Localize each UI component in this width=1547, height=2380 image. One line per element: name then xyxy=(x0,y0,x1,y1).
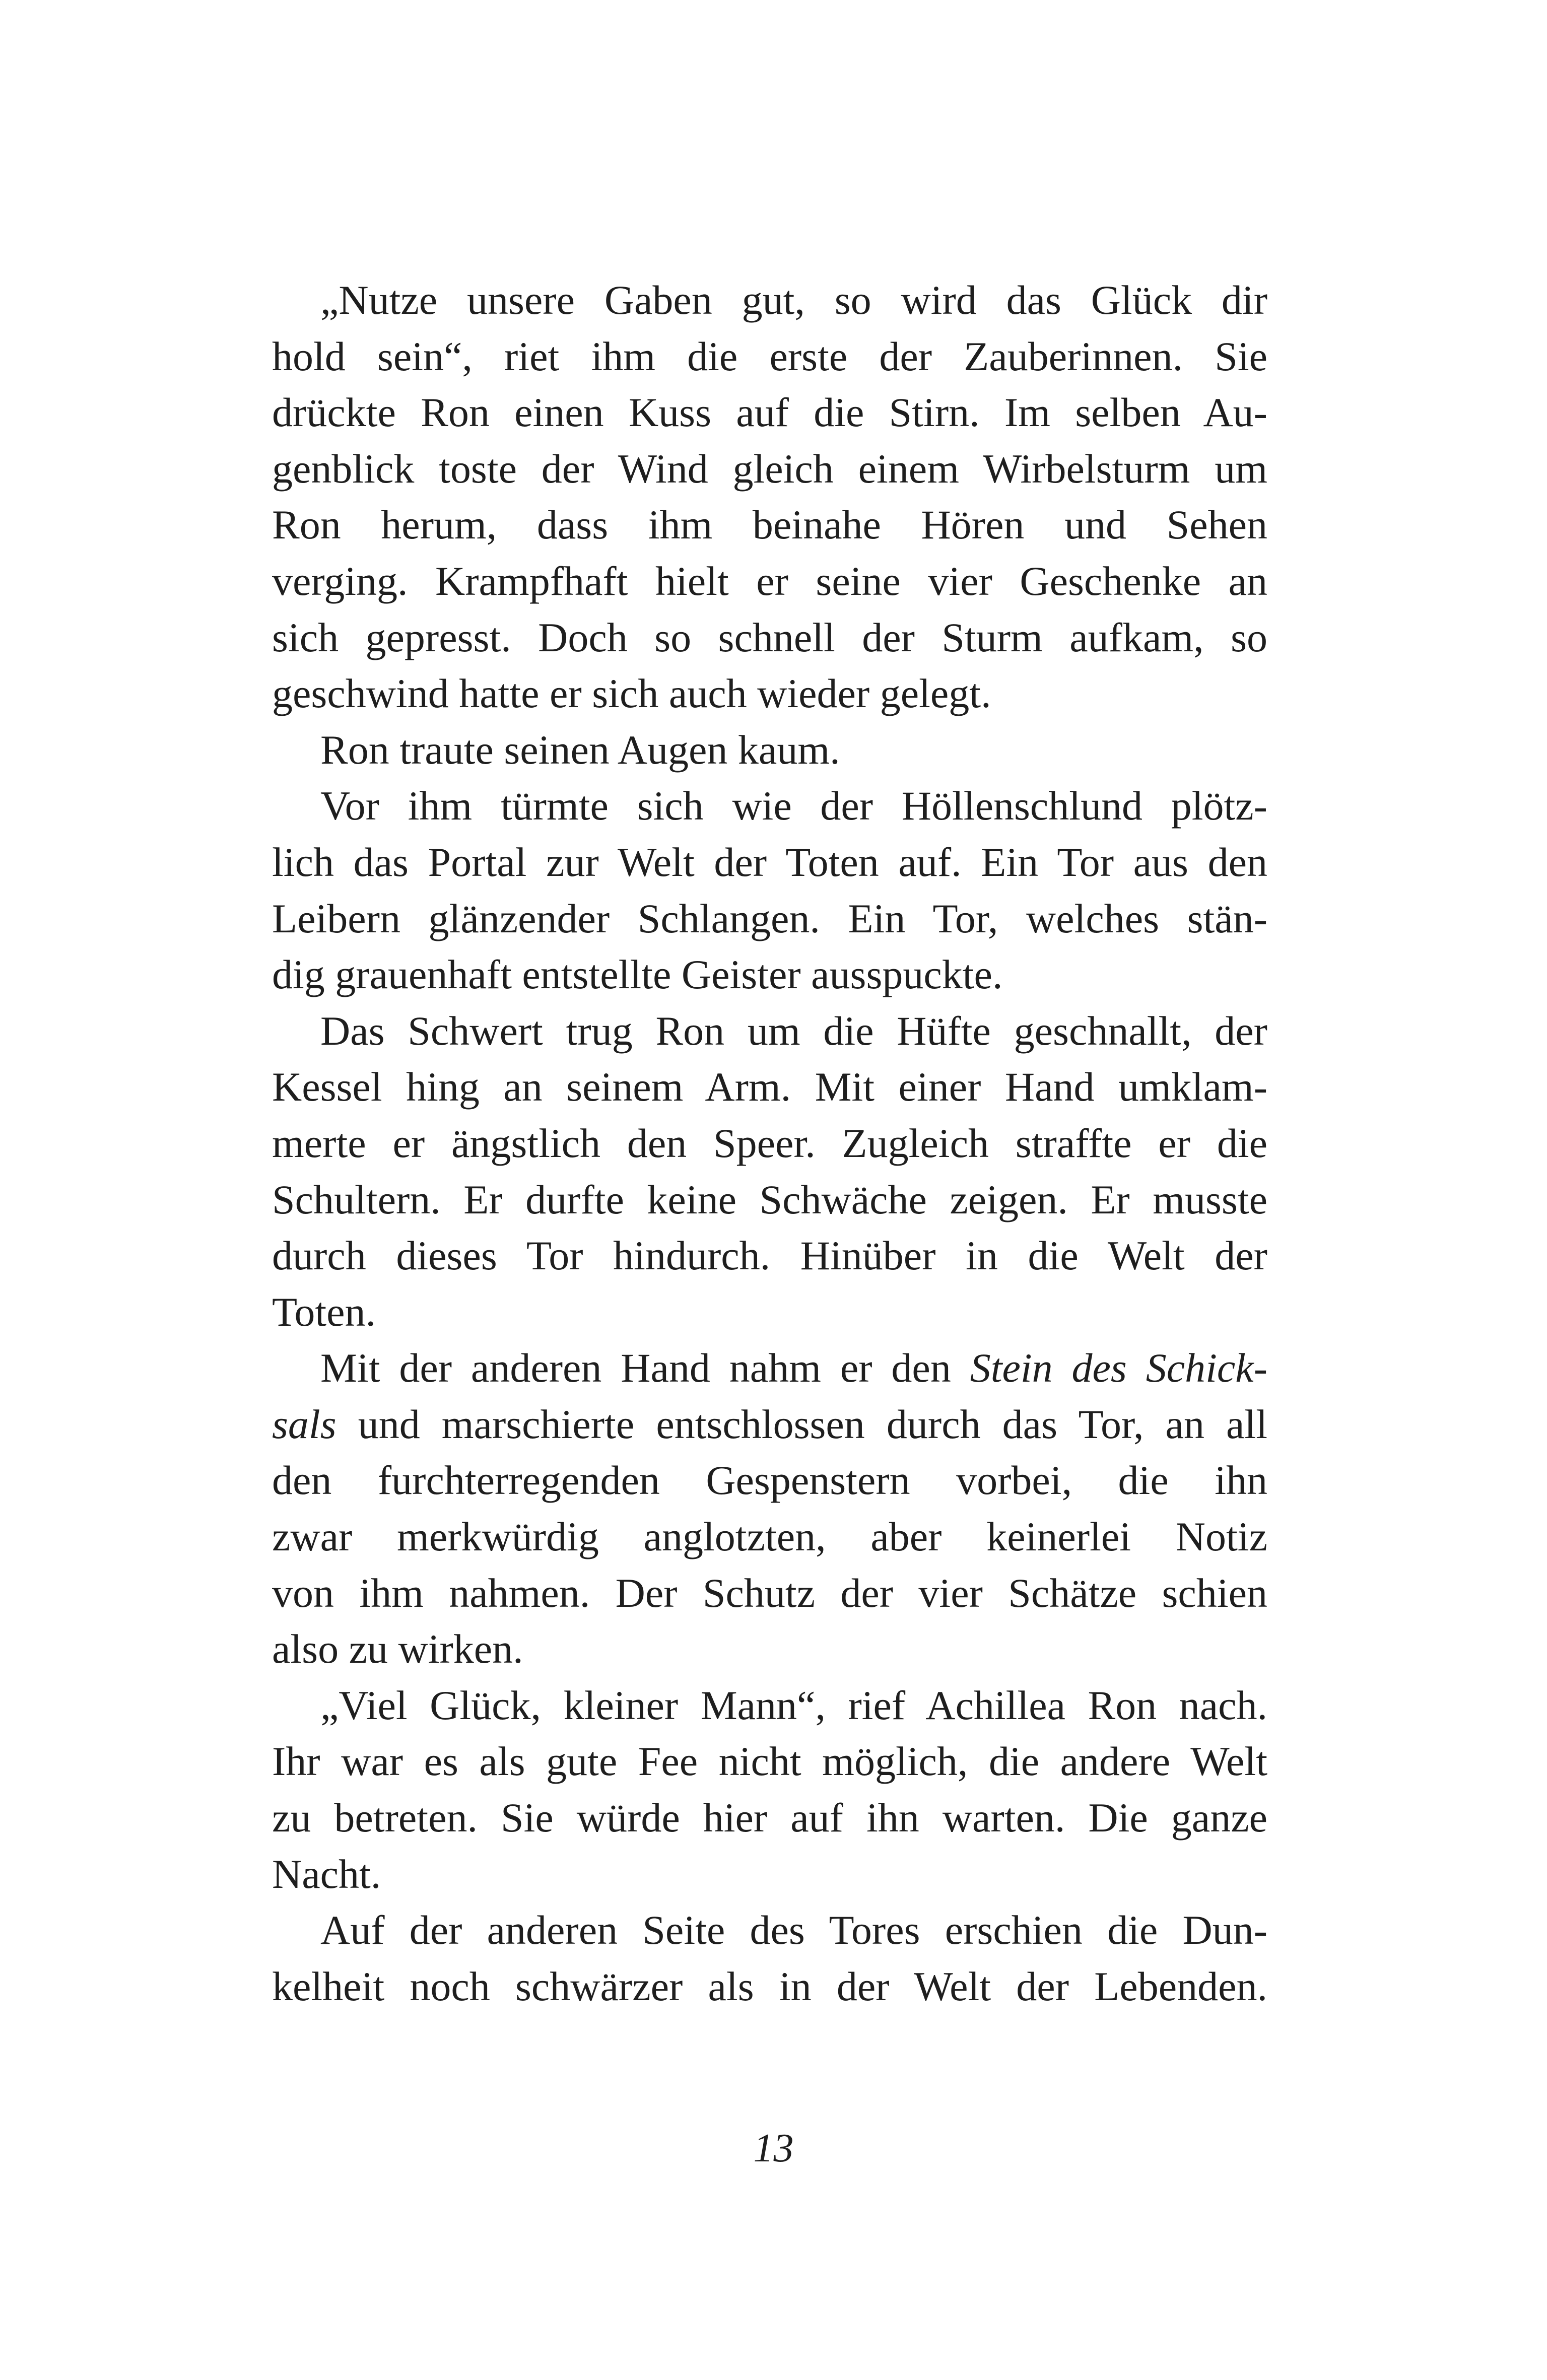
text-line: merte er ängstlich den Speer. Zugleich straffte er die xyxy=(272,1120,1267,1166)
text-line: Auf der anderen Seite des Tores erschien die Dun- xyxy=(320,1907,1267,1953)
text-line: Nacht. xyxy=(272,1851,381,1897)
text-line: Das Schwert trug Ron um die Hüfte geschnallt, der xyxy=(320,1007,1267,1054)
text-line: „Nutze unsere Gaben gut, so wird das Glück dir xyxy=(320,277,1267,323)
body-text xyxy=(272,272,1267,2014)
text-line: drückte Ron einen Kuss auf die Stirn. Im selben Au- xyxy=(272,389,1267,436)
text-line: Leibern glänzender Schlangen. Ein Tor, welches stän- xyxy=(272,895,1267,941)
paragraph xyxy=(272,1340,1267,1677)
book-title-italic: sals xyxy=(272,1401,337,1447)
text-line: sich gepresst. Doch so schnell der Sturm aufkam, so xyxy=(272,614,1267,660)
text-line: zu betreten. Sie würde hier auf ihn warten. Die ganze xyxy=(272,1795,1267,1841)
paragraph xyxy=(272,1677,1267,1902)
paragraph xyxy=(272,272,1267,722)
text-line: Ihr war es als gute Fee nicht möglich, die andere Welt xyxy=(272,1738,1267,1785)
text-line: von ihm nahmen. Der Schutz der vier Schätze schien xyxy=(272,1570,1267,1616)
text-line: also zu wirken. xyxy=(272,1626,523,1672)
text-line: verging. Krampfhaft hielt er seine vier Geschenke an xyxy=(272,558,1267,604)
line-text: Mit der anderen Hand nahm er den xyxy=(320,1345,970,1391)
text-line: „Viel Glück, kleiner Mann“, rief Achillea Ron nach. xyxy=(320,1682,1267,1728)
line-text: und marschierte entschlossen durch das Tor, an all xyxy=(336,1401,1267,1447)
text-line: geschwind hatte er sich auch wieder gelegt. xyxy=(272,670,991,717)
page-number: 13 xyxy=(753,2126,794,2170)
paragraph xyxy=(272,1003,1267,1340)
paragraph xyxy=(272,722,1267,778)
text-line: genblick toste der Wind gleich einem Wirbelsturm um xyxy=(272,445,1267,492)
text-line: Toten. xyxy=(272,1288,376,1335)
text-line: Ron herum, dass ihm beinahe Hören und Sehen xyxy=(272,502,1267,548)
text-line: Ron traute seinen Augen kaum. xyxy=(320,726,840,773)
text-line: den furchterregenden Gespenstern vorbei, die ihn xyxy=(272,1457,1267,1504)
text-line: Schultern. Er durfte keine Schwäche zeigen. Er musste xyxy=(272,1176,1267,1222)
text-line: zwar merkwürdig anglotzten, aber keinerlei Notiz xyxy=(272,1514,1267,1560)
text-line: lich das Portal zur Welt der Toten auf. Ein Tor aus den xyxy=(272,839,1267,885)
book-title-italic: Stein des Schick- xyxy=(970,1345,1267,1391)
text-line xyxy=(272,1340,1267,1396)
text-line: dig grauenhaft entstellte Geister ausspuckte. xyxy=(272,951,1003,998)
text-line: hold sein“, riet ihm die erste der Zauberinnen. Sie xyxy=(272,333,1267,379)
paragraph xyxy=(272,778,1267,1002)
text-line: kelheit noch schwärzer als in der Welt der Lebenden. xyxy=(272,1963,1267,2009)
paragraph xyxy=(272,1902,1267,2014)
text-line: durch dieses Tor hindurch. Hinüber in die Welt der xyxy=(272,1233,1267,1279)
text-line: Kessel hing an seinem Arm. Mit einer Hand umklam- xyxy=(272,1064,1267,1110)
text-line xyxy=(272,1396,1267,1453)
text-line: Vor ihm türmte sich wie der Höllenschlund plötz- xyxy=(320,783,1267,829)
